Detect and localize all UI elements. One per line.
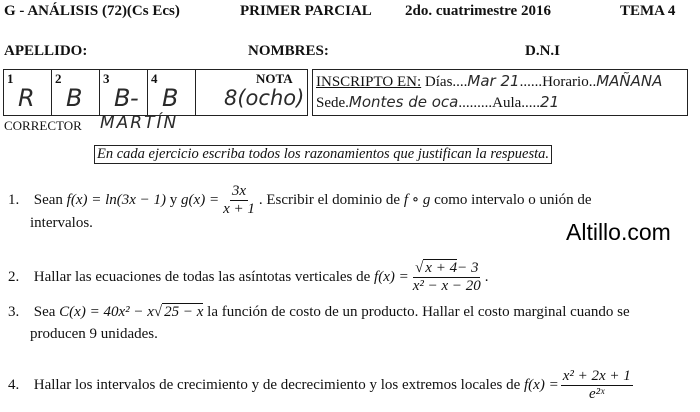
fraction-numerator: √ x + 4− 3 [415, 260, 479, 276]
horario-label: Horario [542, 74, 589, 90]
fraction-denominator: x² − x − 20 [412, 278, 481, 294]
fraction-numerator: 3x [231, 183, 247, 199]
question-3-continued: producen 9 unidades. [30, 326, 158, 342]
grade-cell-number: 2 [55, 71, 62, 86]
fraction-f [561, 368, 633, 403]
inscripto-label: INSCRIPTO EN: [316, 74, 422, 90]
exam-title: PRIMER PARCIAL [240, 3, 372, 19]
grade-cell-nota [196, 70, 307, 115]
horario-value: MAÑANA [596, 72, 663, 90]
question-1-continued: intervalos. [30, 215, 93, 231]
corrector-label: CORRECTOR [4, 118, 82, 133]
term-label: 2do. cuatrimestre 2016 [405, 3, 551, 19]
fraction-g [221, 183, 257, 218]
grade-cell-number: 1 [7, 71, 14, 86]
nota-label: NOTA [256, 71, 293, 86]
grade-cell-mark: B- [114, 84, 139, 112]
cost-function: C(x) = 40x² − x [59, 304, 154, 320]
question-text: Sea [33, 304, 56, 320]
nombres-label: NOMBRES: [248, 43, 329, 59]
question-text: la función de costo de un producto. Hallar el costo marginal cuando se [207, 304, 630, 320]
fraction-denominator: x + 1 [223, 201, 255, 217]
question-4 [8, 368, 635, 403]
theme-label: TEMA 4 [620, 3, 676, 19]
grade-cell-number: 4 [151, 71, 158, 86]
function-g-lhs: g(x) = [181, 191, 220, 208]
grade-cell-mark: R [18, 84, 35, 112]
registration-box [312, 69, 688, 116]
aula-label: Aula [492, 95, 522, 111]
grade-cell-4 [148, 70, 196, 115]
question-3: 3. Sea C(x) = 40x² − x√ 25 − x la función de costo de un producto. Hallar el costo marginal cuando se [8, 304, 630, 320]
function-f-lhs: f(x) = [374, 268, 409, 285]
instruction-box: En cada ejercicio escriba todos los razonamientos que justifican la respuesta. [94, 145, 552, 164]
question-1 [8, 183, 592, 218]
function-f-lhs: f(x) = [524, 376, 559, 393]
grade-cell-mark: B [162, 84, 179, 112]
apellido-label: APELLIDO: [4, 43, 88, 59]
question-text: Hallar las ecuaciones de todas las asíntotas verticales de [33, 268, 371, 285]
nota-value: 8(ocho) [224, 86, 305, 110]
question-text: y [169, 191, 178, 208]
corrector-value: MARTÍN [100, 113, 179, 133]
question-number: 4. [8, 376, 20, 393]
question-text: . Escribir el dominio de [258, 191, 401, 208]
course-title: G - ANÁLISIS (72)(Cs Ecs) [4, 3, 180, 19]
question-2 [8, 260, 489, 295]
dni-label: D.N.I [525, 43, 561, 59]
grade-cell-number: 3 [103, 71, 110, 86]
grade-cell-3 [100, 70, 148, 115]
grade-cell-mark: B [66, 84, 83, 112]
registration-line-2: Sede.Montes de oca.........Aula.....21 [316, 93, 560, 111]
sqrt-content: x + 4 [425, 260, 458, 276]
grade-cell-1 [4, 70, 52, 115]
dias-value: Mar 21 [467, 72, 520, 90]
registration-line-1: INSCRIPTO EN: Días....Mar 21......Horario..MAÑANA [316, 72, 663, 90]
question-text: Sean [33, 191, 63, 208]
question-number: 2. [8, 268, 20, 285]
fraction-denominator: e²ˣ [589, 386, 605, 402]
question-number: 3. [8, 304, 20, 320]
composition: f ∘ g [403, 191, 431, 208]
watermark: Altillo.com [566, 219, 671, 245]
question-text: como intervalo o unión de [434, 191, 592, 208]
sede-value: Montes de oca [348, 93, 459, 111]
grade-cell-2 [52, 70, 100, 115]
sede-label: Sede [316, 95, 346, 111]
fraction-f [411, 260, 483, 295]
question-text: . [484, 268, 489, 285]
grade-table [3, 69, 308, 116]
question-number: 1. [8, 191, 20, 208]
aula-value: 21 [540, 93, 560, 111]
question-text: Hallar los intervalos de crecimiento y de decrecimiento y los extremos locales de [33, 376, 521, 393]
sqrt-content: 25 − x [164, 304, 204, 320]
dias-label: Días [424, 74, 453, 90]
numerator-rest: − 3 [457, 260, 479, 276]
fraction-numerator: x² + 2x + 1 [562, 368, 631, 384]
function-f: f(x) = ln(3x − 1) [66, 191, 167, 208]
